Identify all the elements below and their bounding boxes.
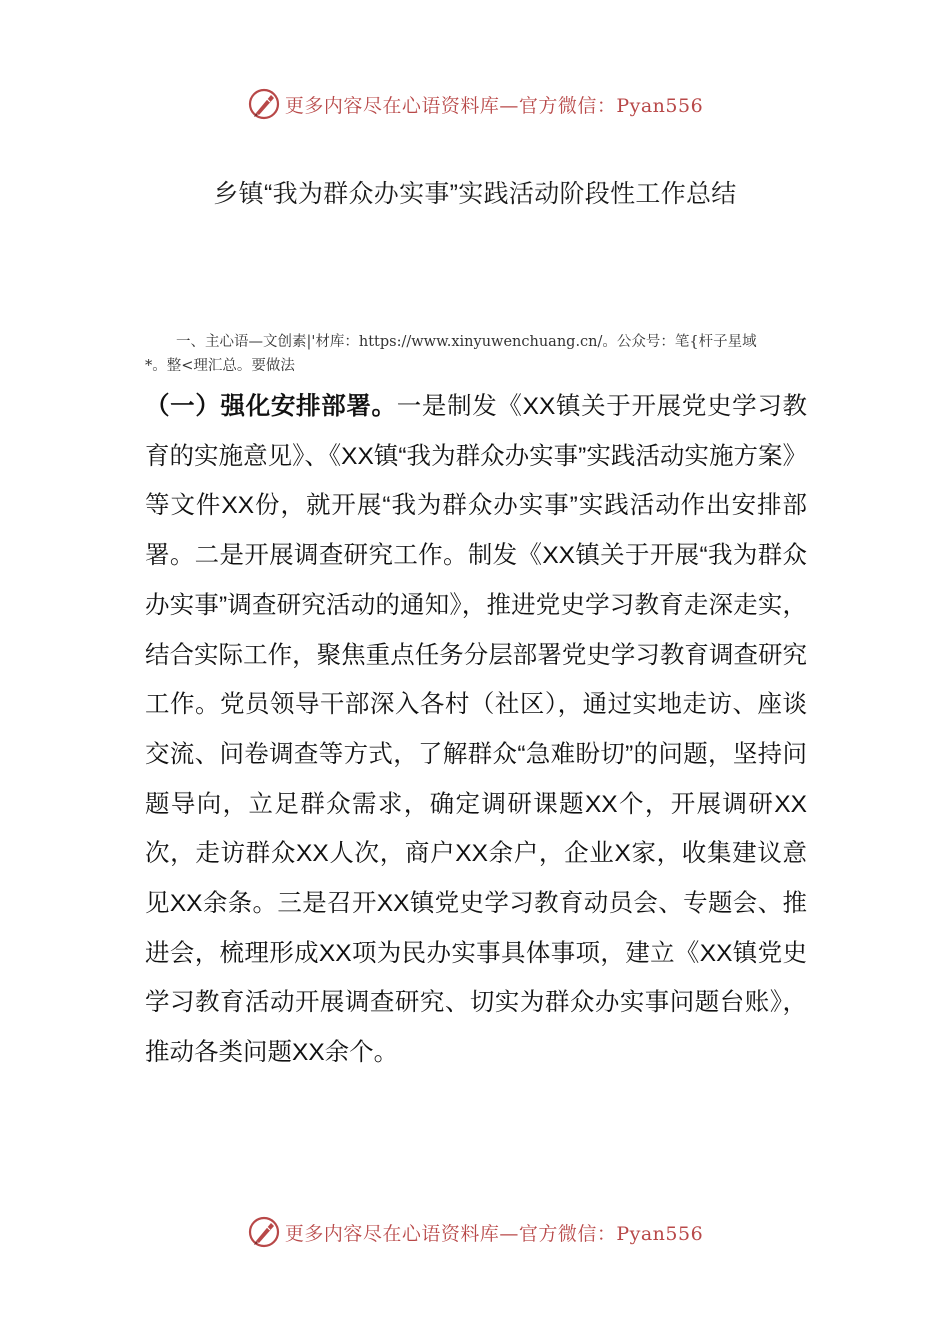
quill-pen-icon — [247, 1215, 281, 1249]
footer-watermark-banner — [0, 1212, 950, 1252]
source-note-line-1: 一、主心语—文创素|'材库：https://www.xinyuwenchuang.cn/。公众号：笔{杆子星域 — [176, 334, 757, 350]
section-paragraph — [145, 382, 807, 1078]
document-title: 乡镇“我为群众办实事”实践活动阶段性工作总结 — [213, 180, 737, 208]
section-body: 一是制发《XX镇关于开展党史学习教育的实施意见》、《XX镇“我为群众办实事”实践活动实施方案》等文件XX份，就开展“我为群众办实事”实践活动作出安排部署。二是开展调查研究工作。制发《XX镇关于开展“我为群众办实事”调查研究活动的通知》，推进党史学习教育走深走实，结合实际工作，聚焦重点任务分层部署党史学习教育调查研究工作。党员领导干部深入各村（社区），通过实地走访、座谈交流、问卷调查等方式，了解群众“急难盼切”的问题，坚持问题导向，立足群众需求，确定调研课题XX个，开展调研XX次，走访群众XX人次，商户XX余户，企业X家，收集建议意见XX余条。三是召开XX镇党史学习教育动员会、专题会、推进会，梳理形成XX项为民办实事具体事项，建立《XX镇党史学习教育活动开展调查研究、切实为群众办实事问题台账》，推动各类问题XX余个。 — [145, 393, 808, 1067]
section-heading: （一）强化安排部署。 — [145, 393, 397, 420]
source-note-line-2: *。整<理汇总。要做法 — [145, 358, 295, 374]
quill-pen-icon — [247, 87, 281, 121]
header-watermark-banner — [0, 84, 950, 124]
banner-text: 更多内容尽在心语资料库—官方微信：Pyan556 — [284, 94, 704, 117]
banner-text: 更多内容尽在心语资料库—官方微信：Pyan556 — [284, 1222, 704, 1245]
